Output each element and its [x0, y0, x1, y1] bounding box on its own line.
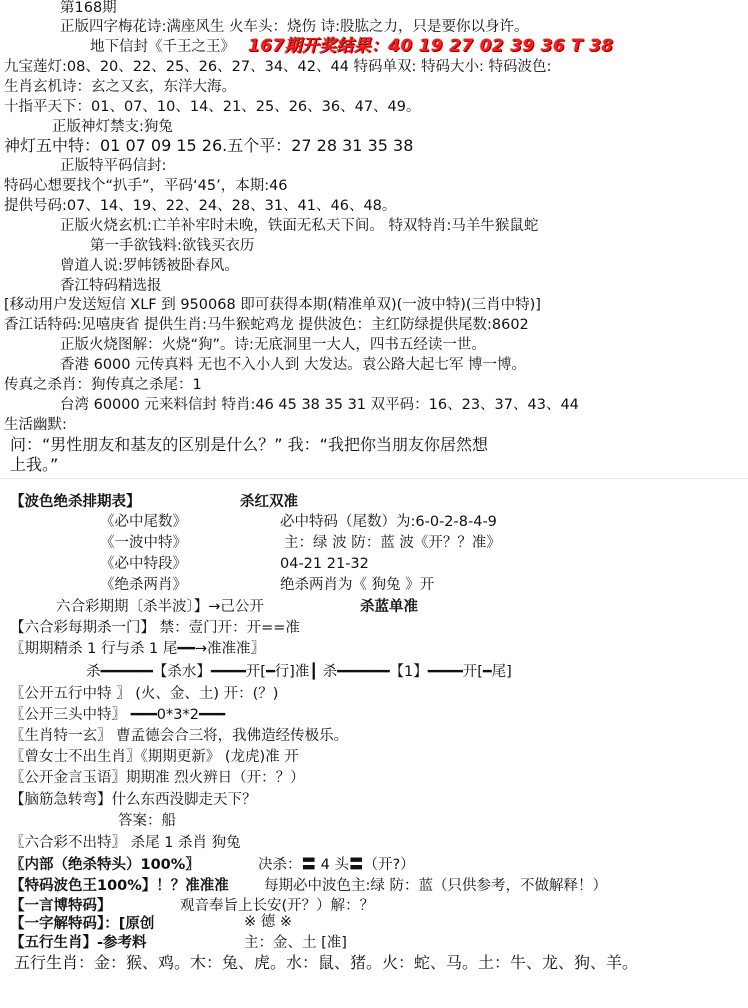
three-heads-special: 〖公开三头中特〗 ━━━0*3*2━━━	[10, 707, 226, 723]
tail-label: 《必中尾数》	[100, 514, 187, 530]
joke-line-1: 问：“男性朋友和基友的区别是什么？” 我：“我把你当朋友你居然想	[10, 435, 488, 454]
no-special-kill: 〖六合彩不出特〗 杀尾 1 杀肖 狗兔	[10, 835, 241, 851]
wave-table-title: 【波色绝杀排期表】	[10, 494, 141, 510]
golden-words: 〖公开金言玉语〗期期准 烈火辨日（开：？）	[10, 770, 305, 786]
underground-envelope-label: 地下信封《千王之王》	[90, 39, 235, 55]
wave-king-label: 【特码波色王100%】！？准准准	[10, 878, 229, 894]
internal-kill-head-value: 决杀：〓 4 头〓（开?）	[258, 857, 415, 873]
half-wave-label: 六合彩期期〔杀半波〕】→己公开	[56, 599, 264, 615]
joke-line-2: 上我。”	[10, 455, 59, 474]
tail-value: 必中特码（尾数）为:6-0-2-8-4-9	[280, 514, 497, 530]
fire-diagram: 正版火烧图解：火烧“狗”。诗:无底洞里一大人，四书五经读一世。	[60, 337, 486, 353]
wave-label: 《一波中特》	[100, 535, 187, 551]
five-element-zodiac-label: 【五行生肖】-参考料	[10, 935, 147, 951]
wave-king-value: 每期必中波色主:绿 防：蓝（只供参考，不做解释！）	[264, 878, 607, 894]
kill-row-tail-values: 杀━━━━━━【杀水】━━━━开[━行]准┃ 杀━━━━━━【1】━━━━开[━尾]	[86, 664, 512, 680]
brain-teaser: 【脑筋急转弯】什么东西没脚走天下？	[10, 792, 257, 808]
two-zodiac-label: 《绝杀两肖》	[100, 577, 187, 593]
kill-row-tail-title: 〖期期精杀 1 行与杀 1 尾━━→准准准〗	[10, 641, 265, 657]
lamp-five-special: 神灯五中特：01 07 09 15 26.五个平：27 28 31 35 38	[4, 136, 414, 155]
one-word-value: 观音奉旨上长安(开？）解：？	[180, 898, 375, 914]
first-hand-material: 第一手欲钱料:欲钱买衣历	[90, 238, 255, 254]
lamp-forbidden: 正版神灯禁支:狗兔	[52, 119, 173, 135]
fire-mystery: 正版火烧玄机:亡羊补牢时未晚，铁面无私天下间。 特双特肖:马羊牛猴鼠蛇	[60, 218, 539, 234]
one-char-label: 【一字解特码】：[原创	[10, 916, 155, 932]
taoist-saying: 曾道人说:罗帏锈被卧春风。	[60, 258, 239, 274]
kill-red-label: 杀红双准	[240, 494, 298, 510]
plum-poem-line: 正版四字梅花诗:满座风生 火车头：烧伤 诗:股肱之力，只是要你以身许。	[60, 19, 529, 35]
five-element-zodiac-list: 五行生肖：金：猴、鸡。木：兔、虎。水：鼠、猪。火：蛇、马。土：牛、龙、狗、羊。	[14, 953, 639, 972]
kill-one-gate: 【六合彩每期杀一门】 禁：壹门开：开==准	[10, 620, 300, 636]
segment-label: 《必中特段》	[100, 556, 187, 572]
five-element-zodiac-value: 主：金、土 [准]	[244, 935, 347, 951]
special-envelope-label: 正版特平码信封:	[60, 158, 167, 174]
lady-zeng-zodiac: 〖曾女士不出生肖〗《期期更新》 (龙虎)准 开	[10, 749, 299, 765]
issue-number: 第168期	[60, 0, 117, 16]
five-elements-special: 〖公开五行中特 〗 (火、金、土) 开：(？)	[10, 686, 279, 702]
one-word-label: 【一言博特码】	[10, 898, 112, 914]
lotus-lamp-numbers: 九宝莲灯:08、20、22、25、26、27、34、42、44 特码单双: 特码大小: 特码波色:	[4, 59, 552, 75]
brain-teaser-answer: 答案：船	[118, 813, 176, 829]
zodiac-poem: 生肖玄机诗：玄之又玄，东洋大海。	[4, 79, 236, 95]
humor-label: 生活幽默:	[4, 417, 67, 433]
internal-kill-head-label: 〖内部（绝杀特头）100%〗	[10, 857, 200, 873]
two-zodiac-value: 绝杀两肖为《 狗兔 》开	[280, 577, 435, 593]
kill-blue-label: 杀蓝单准	[360, 599, 418, 615]
sms-notice: [移动用户发送短信 XLF 到 950068 即可获得本期(精准单双)(一波中特)(三肖中特)]	[4, 297, 541, 313]
segment-value: 04-21 21-32	[280, 556, 369, 572]
section-divider	[0, 478, 748, 479]
taiwan-envelope: 台湾 60000 元来料信封 特肖:46 45 38 35 31 双平码：16、23、37、43、44	[60, 397, 579, 413]
hongkong-talk: 香江话特码:见嘻庚省 提供生肖:马牛猴蛇鸡龙 提供波色：主红防绿提供尾数:8602	[4, 317, 529, 333]
provided-numbers: 提供号码:07、14、19、22、24、28、31、41、46、48。	[4, 198, 397, 214]
one-char-value: ※ 德 ※	[244, 914, 293, 930]
pickpocket-clue: 特码心想要找个“扒手”，平码‘45’，本期:46	[4, 178, 288, 194]
hongkong-report-title: 香江特码精选报	[60, 278, 162, 294]
fax-kill: 传真之杀肖：狗传真之杀尾：1	[4, 377, 202, 393]
wave-value: 主：绿 波 防：蓝 波《开？？准》	[284, 535, 501, 551]
hongkong-fax: 香港 6000 元传真料 无也不入小人到 大发达。袁公路大起七军 博一博。	[60, 357, 526, 373]
zodiac-mystery: 〖生肖特一玄〗 曹孟德会合三将，我佛造经传极乐。	[10, 728, 349, 744]
ten-finger-numbers: 十指平天下：01、07、10、14、21、25、26、36、47、49。	[4, 99, 421, 115]
draw-result-highlight: 167期开奖结果：40 19 27 02 39 36 T 38	[248, 36, 614, 56]
